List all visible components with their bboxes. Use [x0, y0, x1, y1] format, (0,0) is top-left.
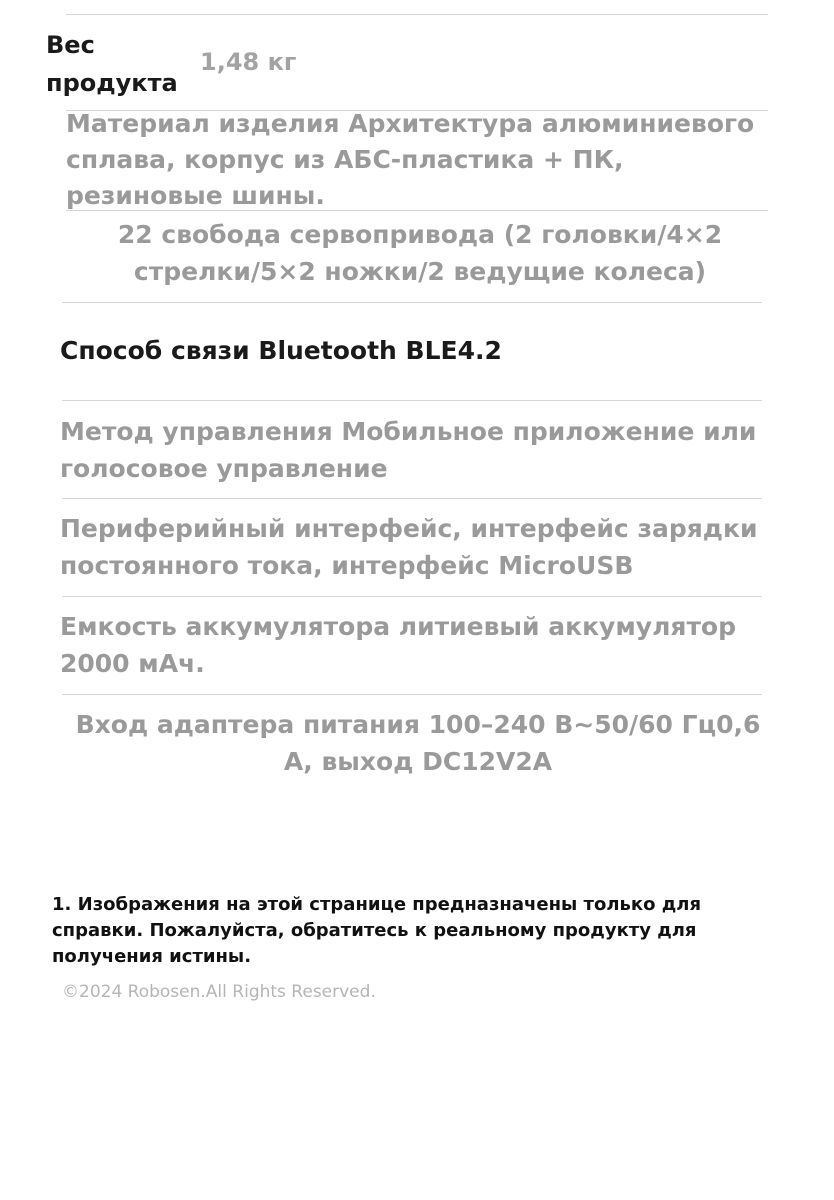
divider	[62, 596, 762, 597]
spec-adapter: Вход адаптера питания 100–240 В~50/60 Гц0,6 А, выход DC12V2A	[75, 710, 761, 776]
weight-value: 1,48 кг	[200, 48, 297, 76]
weight-label: Вес продукта	[46, 31, 178, 97]
spec-interface: Периферийный интерфейс, интерфейс зарядки постоянного тока, интерфейс MicroUSB	[60, 514, 758, 580]
copyright-text: ©2024 Robosen.All Rights Reserved.	[62, 982, 376, 1002]
spec-battery: Емкость аккумулятора литиевый аккумулятор 2000 мАч.	[60, 612, 737, 678]
spec-servos: 22 свобода сервопривода (2 головки/4×2 стрелки/5×2 ножки/2 ведущие колеса)	[117, 220, 723, 286]
divider	[66, 14, 768, 15]
divider	[62, 302, 762, 303]
spec-control: Метод управления Мобильное приложение или голосовое управление	[60, 417, 757, 483]
divider	[62, 694, 762, 695]
spec-material: Материал изделия Архитектура алюминиевого сплава, корпус из АБС-пластика + ПК, резиновые шины.	[66, 109, 755, 210]
divider	[62, 400, 762, 401]
disclaimer-note: 1. Изображения на этой странице предназначены только для справки. Пожалуйста, обратитесь к реальному продукту для получения истины.	[52, 894, 702, 967]
divider	[66, 210, 768, 211]
spec-connection: Способ связи Bluetooth BLE4.2	[60, 336, 502, 365]
divider	[62, 498, 762, 499]
